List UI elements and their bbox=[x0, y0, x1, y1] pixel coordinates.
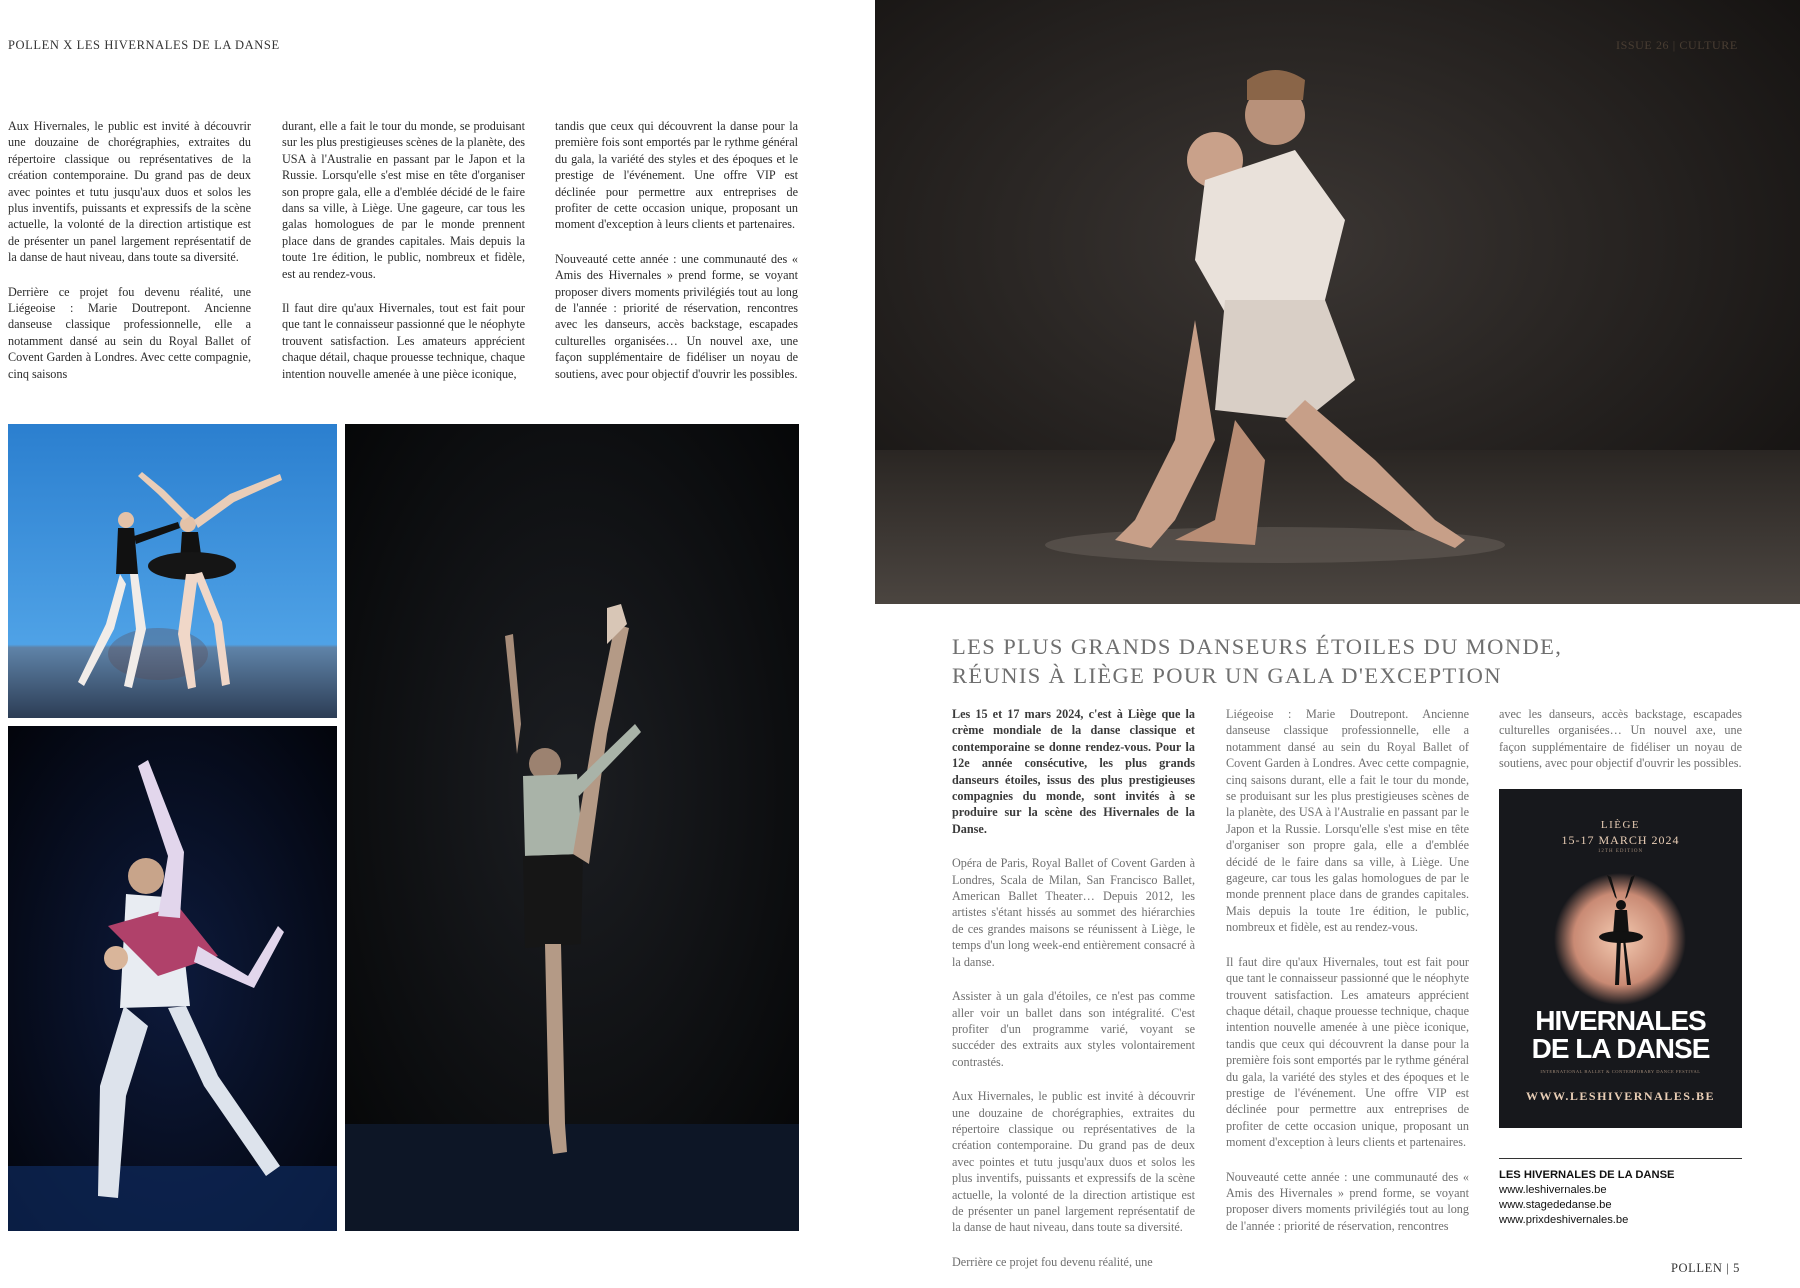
paragraph: Aux Hivernales, le public est invité à découvrir une douzaine de chorégraphies, extraites du répertoire classique ou représentatives de la création contemporaine. Du grand pas de deux avec pointes et tutu jusqu'aux duos et solos les plus inventifs, puissants et expressifs de la scène actuelle, la volonté de la direction artistique est de présenter un panel largement représentatif de la danse de haut niveau, dans toute sa diversité. bbox=[8, 119, 251, 265]
hero-dancers-photo bbox=[875, 0, 1800, 604]
paragraph: Derrière ce projet fou devenu réalité, une Liégeoise : Marie Doutrepont. Ancienne danseuse classique professionnelle, elle a notamment dansé au sein du Royal Ballet of Covent Garden à Londres. Avec cette compagnie, cinq saisons bbox=[8, 284, 251, 381]
poster-subtitle: INTERNATIONAL BALLET & CONTEMPORARY DANCE FESTIVAL bbox=[1540, 1069, 1701, 1074]
contact-link[interactable]: www.stagededanse.be bbox=[1499, 1199, 1612, 1211]
poster-title-line-1: HIVERNALES bbox=[1535, 1005, 1706, 1036]
magazine-name: POLLEN bbox=[1671, 1261, 1723, 1275]
paragraph: Opéra de Paris, Royal Ballet of Covent Garden à Londres, Scala de Milan, San Francisco Ballet, American Ballet Theater… Depuis 2012, les artistes s'étant hissés au sommet des hiérarchies de ces grandes maisons se réunissent à Liège, le temps d'un long week-end entièrement consacré à la danse. bbox=[952, 856, 1195, 969]
ballet-lift-photo bbox=[8, 726, 337, 1231]
headline-line-2: RÉUNIS À LIÈGE POUR UN GALA D'EXCEPTION bbox=[952, 663, 1502, 688]
headline-line-1: LES PLUS GRANDS DANSEURS ÉTOILES DU MONDE, bbox=[952, 634, 1563, 659]
section-name: CULTURE bbox=[1679, 38, 1738, 52]
contact-link[interactable]: www.prixdeshivernales.be bbox=[1499, 1214, 1629, 1226]
left-column-1 bbox=[8, 118, 251, 400]
page-footer: POLLEN | 5 bbox=[1671, 1261, 1740, 1275]
paragraph: tandis que ceux qui découvrent la danse pour la première fois sont emportés par le rythme général du gala, la variété des styles et des époques et le prestige de l'événement. Une offre VIP est déclinée pour permettre aux entreprises de profiter de cette occasion unique, proposant un moment d'exception à leurs clients et partenaires. bbox=[555, 119, 798, 232]
poster-city: LIÈGE bbox=[1600, 819, 1641, 831]
poster-dates: 15-17 MARCH 2024 bbox=[1561, 833, 1680, 847]
page-number: 5 bbox=[1733, 1261, 1740, 1275]
right-column-3 bbox=[1499, 706, 1742, 790]
poster-title bbox=[1499, 1007, 1742, 1063]
left-column-3 bbox=[555, 118, 798, 400]
contact-title: LES HIVERNALES DE LA DANSE bbox=[1499, 1169, 1675, 1181]
paragraph: Aux Hivernales, le public est invité à découvrir une douzaine de chorégraphies, extraites du répertoire classique ou représentatives de la création contemporaine. Du grand pas de deux avec pointes et tutu jusqu'aux duos et solos les plus inventifs, puissants et expressifs de la scène actuelle, la volonté de la direction artistique est de présenter un panel largement représentatif de la danse de haut niveau, dans toute sa diversité. bbox=[952, 1089, 1195, 1235]
article-headline bbox=[952, 632, 1752, 690]
paragraph: Assister à un gala d'étoiles, ce n'est pas comme aller voir un ballet dans son intégralité. C'est profiter d'un programme varié, voyant se succéder des extraits aux styles volontairement contrastés. bbox=[952, 989, 1195, 1069]
paragraph: Il faut dire qu'aux Hivernales, tout est fait pour que tant le connaisseur passionné que le néophyte trouvent satisfaction. Les amateurs apprécient chaque détail, chaque prouesse technique, chaque intention nouvelle amenée à une pièce iconique, tandis que ceux qui découvrent la danse pour la première fois sont emportés par le rythme général du gala, la variété des styles et des époques et le prestige de l'événement. Une offre VIP est déclinée pour permettre aux entreprises de profiter de cette occasion unique, proposant un moment d'exception à leurs clients et partenaires. bbox=[1226, 954, 1469, 1150]
poster-title-line-2: DE LA DANSE bbox=[1531, 1033, 1710, 1064]
ballet-pas-de-deux-photo bbox=[8, 424, 337, 718]
paragraph: Derrière ce projet fou devenu réalité, une bbox=[952, 1254, 1153, 1269]
left-column-2 bbox=[282, 118, 525, 400]
paragraph: Il faut dire qu'aux Hivernales, tout est fait pour que tant le connaisseur passionné que le néophyte trouvent satisfaction. Les amateurs apprécient chaque détail, chaque prouesse technique, chaque intention nouvelle amenée à une pièce iconique, bbox=[282, 301, 525, 381]
running-head-left: POLLEN X LES HIVERNALES DE LA DANSE bbox=[8, 38, 280, 52]
right-column-2 bbox=[1226, 706, 1469, 1252]
festival-poster bbox=[1499, 789, 1742, 1128]
poster-url: WWW.LESHIVERNALES.BE bbox=[1526, 1089, 1715, 1103]
contact-block bbox=[1499, 1168, 1742, 1228]
paragraph: Nouveauté cette année : une communauté des « Amis des Hivernales » prend forme, se voyant proposer divers moments privilégiés tout au long de l'année : priorité de réservation, rencontres bbox=[1226, 1169, 1469, 1233]
dancers-embrace-photo-icon bbox=[875, 0, 1800, 604]
lead-paragraph: Les 15 et 17 mars 2024, c'est à Liège que la crème mondiale de la danse classique et contemporaine se donne rendez-vous. Pour la 12e année consécutive, les plus grands danseurs étoiles, issus des plus prestigieuses compagnies du monde, sont invités à se produire sur la scène des Hivernales de la Danse. bbox=[952, 707, 1195, 836]
contact-divider bbox=[1499, 1158, 1742, 1159]
contact-link[interactable]: www.leshivernales.be bbox=[1499, 1184, 1607, 1196]
issue-number: ISSUE 26 bbox=[1616, 38, 1670, 52]
paragraph: durant, elle a fait le tour du monde, se produisant sur les plus prestigieuses scènes de la planète, des USA à l'Australie en passant par le Japon et la Russie. Lorsqu'elle s'est mise en tête d'organiser son propre gala, elle a d'emblée décidé de le faire dans sa ville, à Liège. Une gageure, car tous les galas homologues de par le monde prennent place dans de grandes capitales. Mais depuis la toute 1re édition, le public, nombreux et fidèle, est au rendez-vous. bbox=[282, 119, 525, 281]
issue-tag: ISSUE 26 | CULTURE bbox=[1616, 38, 1738, 52]
solo-dancer-photo bbox=[345, 424, 799, 1231]
right-column-1 bbox=[952, 706, 1195, 1288]
ballet-pas-de-deux-blue-photo-icon bbox=[8, 424, 337, 718]
poster-edition: 12TH EDITION bbox=[1597, 849, 1644, 854]
ballet-lift-dark-photo-icon bbox=[8, 726, 337, 1231]
paragraph: Liégeoise : Marie Doutrepont. Ancienne danseuse classique professionnelle, elle a notamment dansé au sein du Royal Ballet of Covent Garden à Londres. Avec cette compagnie, cinq saisons durant, elle a fait le tour du monde, se produisant sur les plus prestigieuses scènes de la planète, des USA à l'Australie en passant par le Japon et la Russie. Lorsqu'elle s'est mise en tête d'organiser son propre gala, elle a d'emblée décidé de le faire dans sa ville, à Liège. Une gageure, car tous les galas homologues de par le monde prennent place dans de grandes capitales. Mais depuis la toute 1re édition, le public, nombreux et fidèle, est au rendez-vous. bbox=[1226, 707, 1469, 935]
paragraph: avec les danseurs, accès backstage, escapades culturelles organisées… Un nouvel axe, une façon supplémentaire de fidéliser un noyau de soutiens, avec pour objectif d'ouvrir les possibles. bbox=[1499, 707, 1742, 771]
solo-dancer-dark-photo-icon bbox=[345, 424, 799, 1231]
paragraph: Nouveauté cette année : une communauté des « Amis des Hivernales » prend forme, se voyant proposer divers moments privilégiés tout au long de l'année : priorité de réservation, rencontres avec les danseurs, accès backstage, escapades culturelles organisées… Un nouvel axe, une façon supplémentaire de fidéliser un noyau de soutiens, avec pour objectif d'ouvrir les possibles. bbox=[555, 251, 798, 381]
